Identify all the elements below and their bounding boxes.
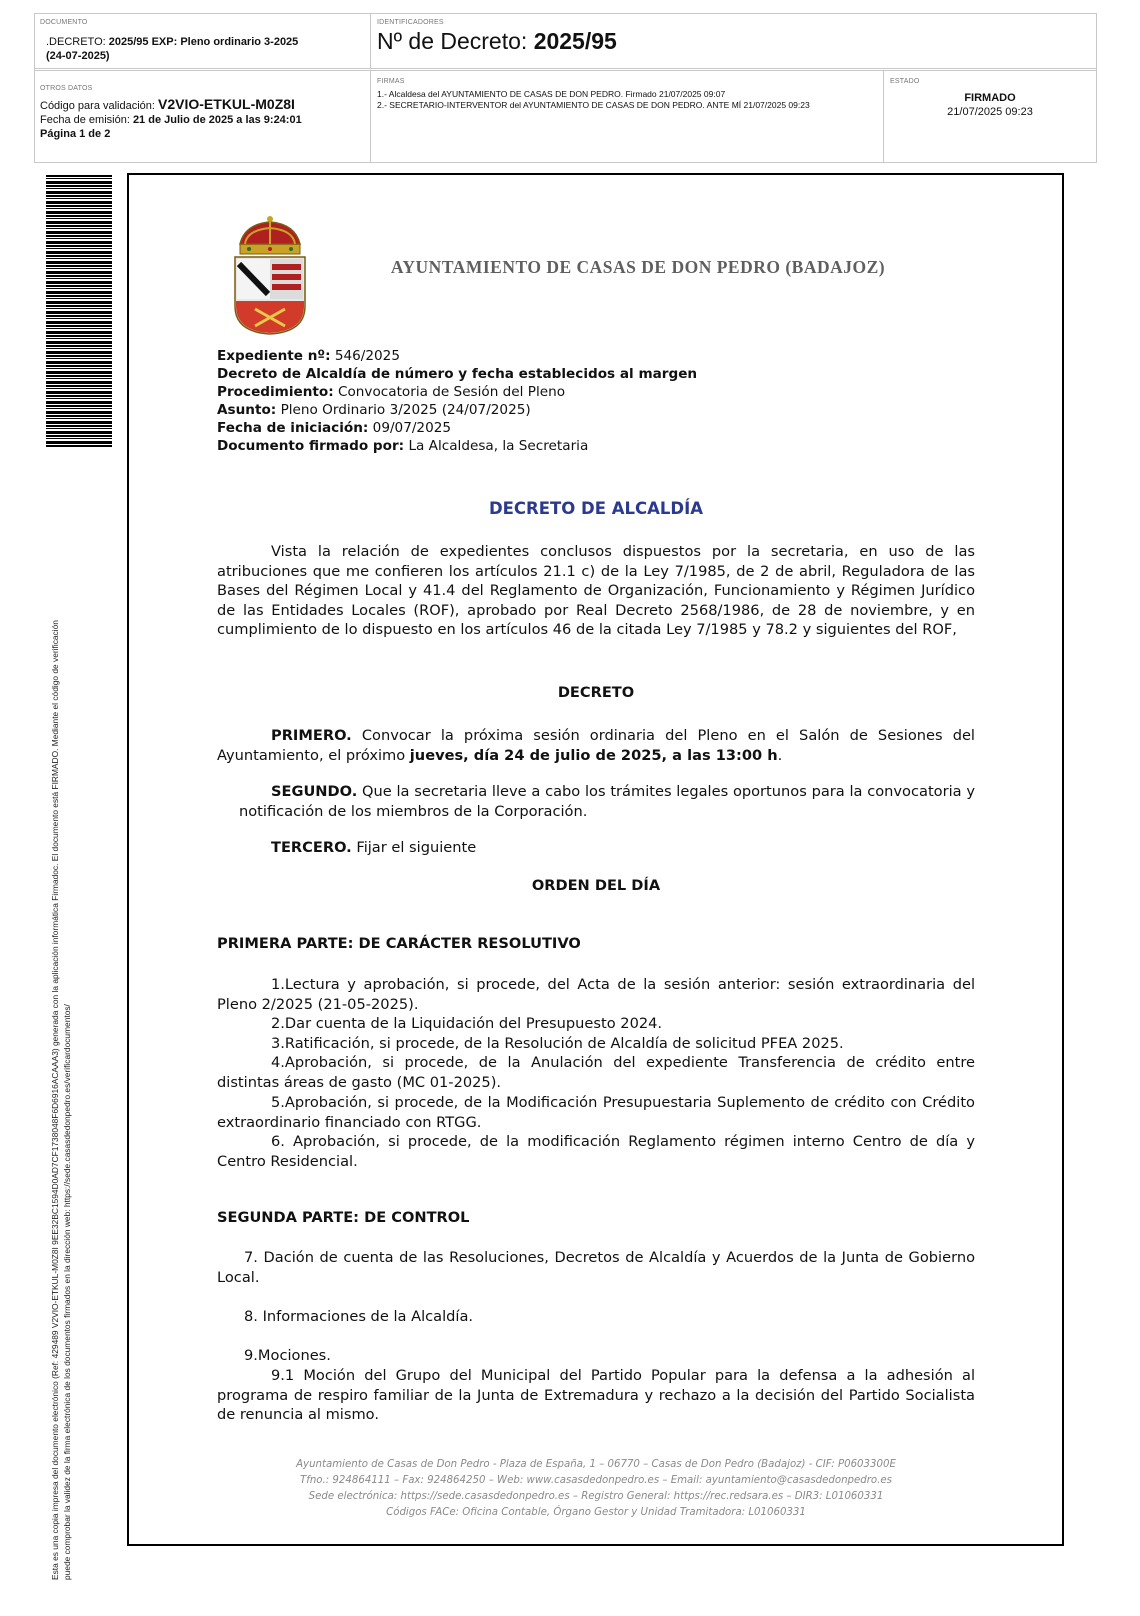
tercero-paragraph xyxy=(217,838,975,858)
documento-prefix: .DECRETO: xyxy=(46,36,109,48)
segundo-paragraph xyxy=(217,782,975,821)
segunda-parte-heading: SEGUNDA PARTE: DE CONTROL xyxy=(217,1209,470,1226)
procedimiento-value: Convocatoria de Sesión del Pleno xyxy=(333,384,566,400)
otros-datos-label: OTROS DATOS xyxy=(40,85,93,92)
decreto-margin-text: Decreto de Alcaldía de número y fecha establecidos al margen xyxy=(217,366,698,382)
validation-info xyxy=(40,97,365,141)
agenda-item-9: 9.Mociones. xyxy=(244,1347,331,1364)
tercero-text: Fijar el siguiente xyxy=(351,839,477,856)
orden-del-dia-heading: ORDEN DEL DÍA xyxy=(531,877,661,894)
agenda-item-6: 6. Aprobación, si procede, de la modificación Reglamento régimen interno Centro de día y Centro Residencial. xyxy=(217,1133,975,1170)
page-footer xyxy=(217,1457,975,1521)
validation-code: V2VIO-ETKUL-M0Z8I xyxy=(158,96,295,112)
otros-datos-cell xyxy=(35,71,371,162)
documento-value xyxy=(40,35,365,63)
agenda-item-3: 3.Ratificación, si procede, de la Resolución de Alcaldía de solicitud PFEA 2025. xyxy=(271,1035,844,1052)
decreto-margin-line xyxy=(217,365,697,383)
verification-sidebar-text xyxy=(49,450,73,1580)
decree-number-value: 2025/95 xyxy=(533,28,617,54)
document-header-box xyxy=(34,13,1097,163)
sidebar-line-1: Esta es una copia impresa del documento electrónico (Ref: 429489 V2VIO-ETKUL-M0Z8I 9EE32BC1594D0AD7CF1738048F6D6916ACAAA3) generada con la aplicación informática Firmadoc. El documento está FIRMADO. Mediante el código de verificación xyxy=(50,620,60,1580)
fecha-iniciacion-line xyxy=(217,419,697,437)
decree-number xyxy=(377,28,1090,55)
documento-cell xyxy=(35,14,371,71)
page-count: Página 1 de 2 xyxy=(40,128,111,140)
primero-label: PRIMERO. xyxy=(271,727,352,744)
decree-title: DECRETO DE ALCALDÍA xyxy=(488,499,704,518)
primero-date: jueves, día 24 de julio de 2025, a las 13:00 h xyxy=(409,746,778,764)
firmado-por-value: La Alcaldesa, la Secretaria xyxy=(404,438,589,454)
expediente-value: 546/2025 xyxy=(330,348,400,364)
footer-line-2: Tfno.: 924864111 – Fax: 924864250 – Web: www.casasdedonpedro.es – Email: ayuntamiento@casasdedonpedro.es xyxy=(300,1475,892,1486)
firmas-label: FIRMAS xyxy=(377,78,405,85)
segundo-text: Que la secretaria lleve a cabo los trámites legales oportunos para la convocatoria y notificación de los miembros de la Corporación. xyxy=(239,783,975,820)
asunto-line xyxy=(217,401,697,419)
documento-label: DOCUMENTO xyxy=(40,19,88,26)
primero-text: Convocar la próxima sesión ordinaria del Pleno en el Salón de Sesiones del Ayuntamiento, el próximo xyxy=(217,727,975,764)
segundo-label: SEGUNDO. xyxy=(271,783,358,800)
footer-line-4: Códigos FACe: Oficina Contable, Órgano Gestor y Unidad Tramitadora: L01060331 xyxy=(386,1507,806,1518)
firmas-cell xyxy=(371,71,884,162)
firma-2: 2.- SECRETARIO-INTERVENTOR del AYUNTAMIENTO DE CASAS DE DON PEDRO. ANTE MÍ 21/07/2025 09:23 xyxy=(377,100,810,110)
estado-value xyxy=(890,91,1090,119)
agenda-item-5: 5.Aprobación, si procede, de la Modificación Presupuestaria Suplemento de crédito con Crédito extraordinario financiado con RTGG. xyxy=(217,1094,975,1131)
identificadores-label: IDENTIFICADORES xyxy=(377,19,444,26)
primera-parte-heading: PRIMERA PARTE: DE CARÁCTER RESOLUTIVO xyxy=(217,935,581,952)
decreto-heading: DECRETO xyxy=(557,684,635,701)
asunto-label: Asunto: xyxy=(217,402,277,418)
letterhead-title: AYUNTAMIENTO DE CASAS DE DON PEDRO (BADAJOZ) xyxy=(390,257,886,277)
footer-line-3: Sede electrónica: https://sede.casasdedonpedro.es – Registro General: https://rec.redsara.es – DIR3: L01060331 xyxy=(308,1491,884,1502)
emission-label: Fecha de emisión: xyxy=(40,114,133,126)
firmado-por-label: Documento firmado por: xyxy=(217,438,405,454)
documento-ref: 2025/95 EXP: Pleno ordinario 3-2025 xyxy=(108,36,299,48)
procedimiento-line xyxy=(217,383,697,401)
expediente-label: Expediente nº: xyxy=(217,348,331,364)
emission-date: 21 de Julio de 2025 a las 9:24:01 xyxy=(132,114,302,126)
estado-date: 21/07/2025 09:23 xyxy=(947,106,1033,118)
identificadores-cell xyxy=(371,14,1096,71)
fecha-iniciacion-label: Fecha de iniciación: xyxy=(217,420,369,436)
sidebar-line-2: puede comprobar la validez de la firma electrónica de los documentos firmados en la dirección web: https://sede.casasdedonpedro.es/verificardocumentos/ xyxy=(62,1004,72,1580)
firmas-list xyxy=(377,89,877,111)
asunto-value: Pleno Ordinario 3/2025 (24/07/2025) xyxy=(276,402,531,418)
tercero-label: TERCERO. xyxy=(271,839,352,856)
expediente-metadata xyxy=(217,347,697,455)
preamble-paragraph: Vista la relación de expedientes conclusos dispuestos por la secretaria, en uso de las atribuciones que me confieren los artículos 21.1 c) de la Ley 7/1985, de 2 de abril, Reguladora de las Bases del Régimen Local y 41.4 del Reglamento de Organización, Funcionamiento y Régimen Jurídico de las Entidades Locales (ROF), aprobado por Real Decreto 2568/1986, de 28 de noviembre, y en cumplimiento de lo dispuesto en los artículos 46 de la citada Ley 7/1985 y 78.2 y siguientes del ROF, xyxy=(217,543,975,639)
agenda-item-7: 7. Dación de cuenta de las Resoluciones, Decretos de Alcaldía y Acuerdos de la Junta de Gobierno Local. xyxy=(217,1249,975,1286)
agenda-item-2: 2.Dar cuenta de la Liquidación del Presupuesto 2024. xyxy=(271,1015,663,1032)
primero-paragraph xyxy=(217,726,975,765)
estado-cell xyxy=(884,71,1096,162)
agenda-item-4: 4.Aprobación, si procede, de la Anulación del expediente Transferencia de crédito entre distintas áreas de gasto (MC 01-2025). xyxy=(217,1054,975,1091)
decree-number-label: Nº de Decreto: xyxy=(377,28,534,54)
coat-of-arms-icon xyxy=(225,214,315,336)
documento-date: (24-07-2025) xyxy=(46,50,110,62)
firmado-por-line xyxy=(217,437,697,455)
barcode xyxy=(46,175,112,447)
agenda-item-9-1: 9.1 Moción del Grupo del Municipal del Partido Popular para la defensa a la adhesión al programa de respiro familiar de la Junta de Extremadura y rechazo a la decisión del Partido Socialista de renuncia al mismo. xyxy=(217,1367,975,1424)
estado-status: FIRMADO xyxy=(964,92,1016,104)
agenda-item-8: 8. Informaciones de la Alcaldía. xyxy=(244,1308,474,1325)
fecha-iniciacion-value: 09/07/2025 xyxy=(368,420,452,436)
firma-1: 1.- Alcaldesa del AYUNTAMIENTO DE CASAS DE DON PEDRO. Firmado 21/07/2025 09:07 xyxy=(377,89,726,99)
footer-line-1: Ayuntamiento de Casas de Don Pedro - Plaza de España, 1 – 06770 – Casas de Don Pedro (Badajoz) - CIF: P0603300E xyxy=(296,1459,896,1470)
validation-label: Código para validación: xyxy=(40,100,159,112)
procedimiento-label: Procedimiento: xyxy=(217,384,334,400)
agenda-item-1: 1.Lectura y aprobación, si procede, del Acta de la sesión anterior: sesión extraordinaria del Pleno 2/2025 (21-05-2025). xyxy=(217,976,975,1013)
estado-label: ESTADO xyxy=(890,78,920,85)
primero-end: . xyxy=(777,746,783,764)
expediente-line xyxy=(217,347,697,365)
